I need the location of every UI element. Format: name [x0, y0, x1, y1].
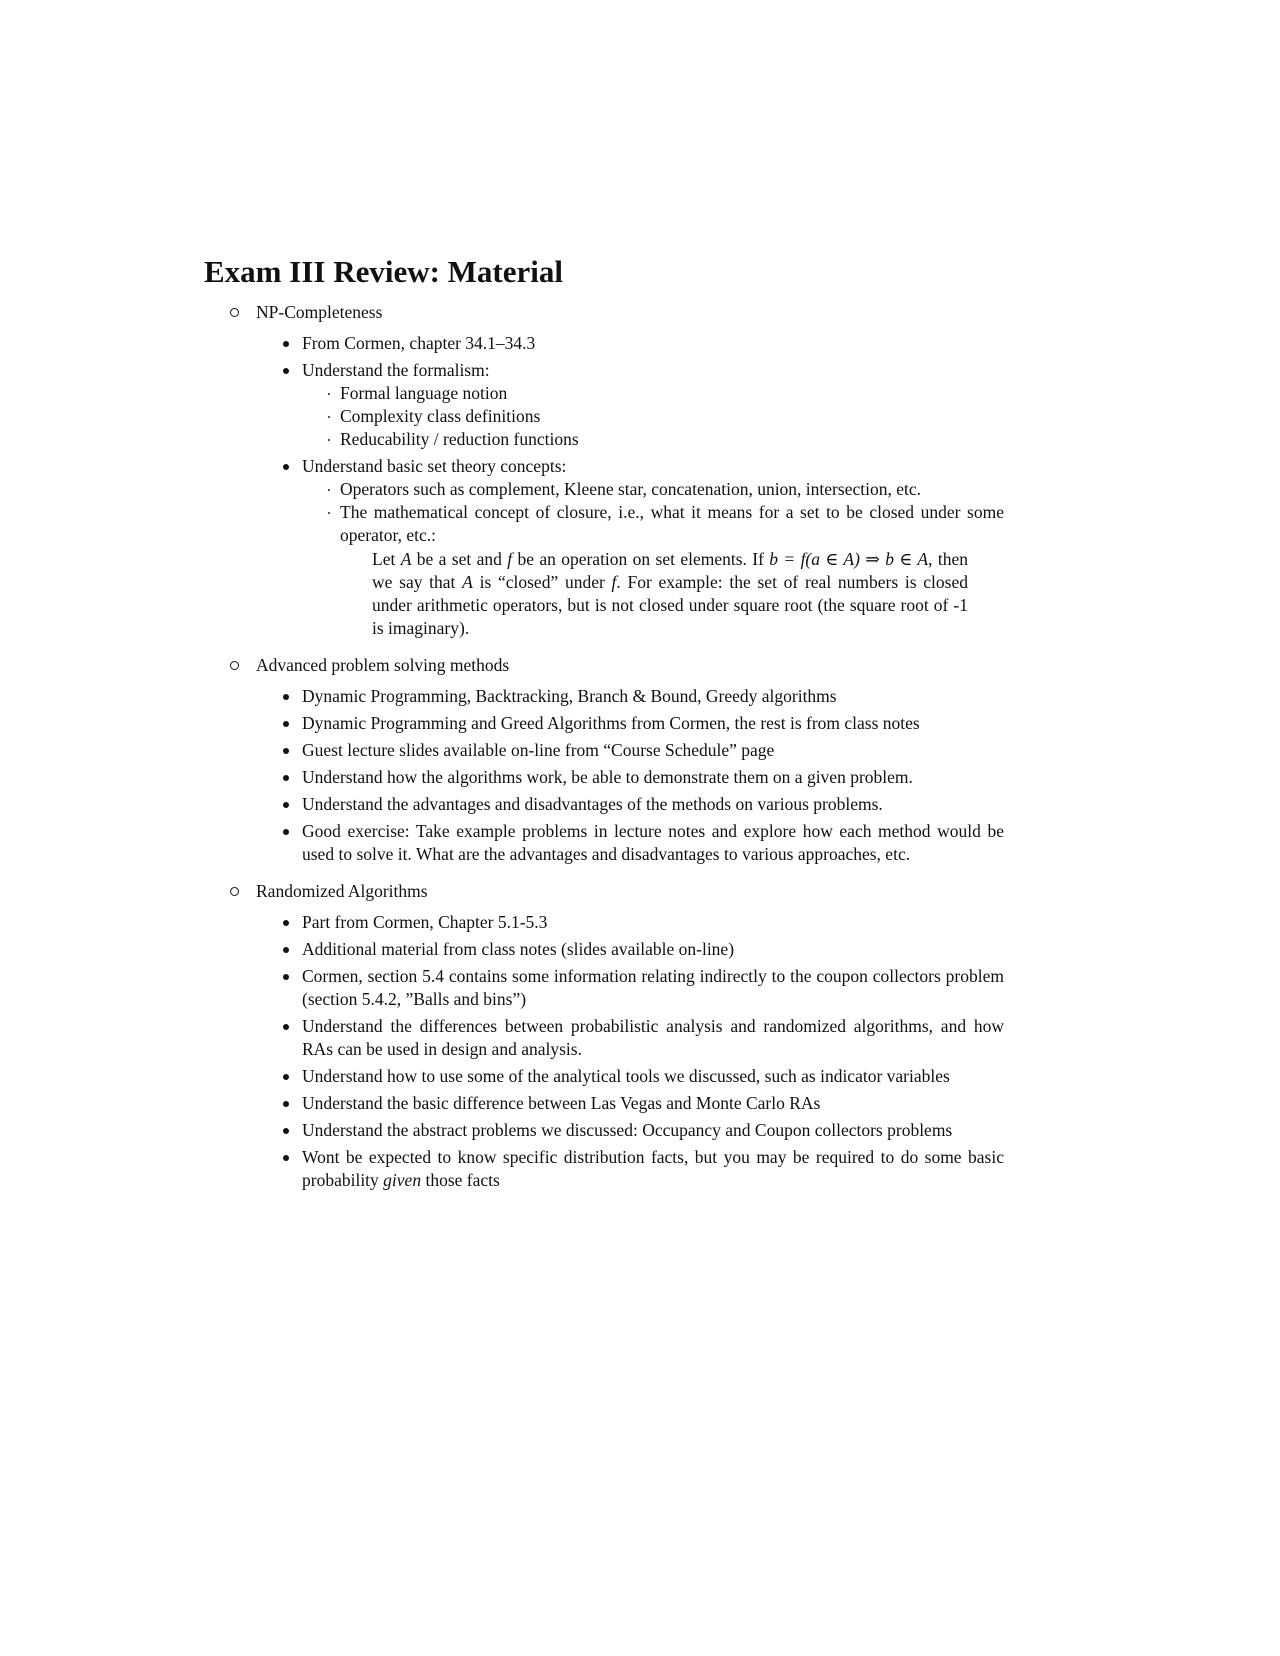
section-heading-text: NP-Completeness [256, 302, 383, 322]
list-item [302, 455, 1004, 640]
bullet-list [230, 685, 1004, 866]
circle-bullet-icon [230, 887, 239, 896]
bullet-icon [283, 341, 289, 347]
closure-definition [372, 548, 968, 640]
closure-text-part: Let [372, 549, 401, 569]
bullet-icon [283, 947, 289, 953]
list-item [302, 1119, 1004, 1142]
math-variable: A [462, 572, 473, 592]
closure-text-part: , then we say that [372, 549, 968, 592]
sub-item-text: Formal language notion [340, 383, 508, 403]
bullet-icon [283, 829, 289, 835]
section-heading-text: Randomized Algorithms [256, 881, 428, 901]
list-item-text-after: those facts [421, 1170, 500, 1190]
bullet-icon [283, 464, 289, 470]
sub-item-text: Reducability / reduction functions [340, 429, 579, 449]
list-item-text: Cormen, section 5.4 contains some information relating indirectly to the coupon collectors problem (section 5.4.2, ”Balls and bins”) [302, 966, 1004, 1009]
list-item [302, 766, 1004, 789]
closure-text-part: is “closed” under [472, 572, 612, 592]
circle-bullet-icon [230, 661, 239, 670]
sub-item [340, 478, 1004, 501]
list-item-text: Understand the abstract problems we discussed: Occupancy and Coupon collectors problems [302, 1120, 953, 1140]
list-item-text-before: Wont be expected to know specific distribution facts, but you may be required to do some basic probability [302, 1147, 1004, 1190]
bullet-icon [283, 974, 289, 980]
list-item-text: Understand the advantages and disadvantages of the methods on various problems. [302, 794, 883, 814]
section-heading [230, 880, 1004, 903]
bullet-icon [283, 775, 289, 781]
list-item-text: Understand how the algorithms work, be able to demonstrate them on a given problem. [302, 767, 913, 787]
list-item-text: From Cormen, chapter 34.1–34.3 [302, 333, 536, 353]
sub-item [340, 405, 1004, 428]
list-item [302, 739, 1004, 762]
bullet-icon [283, 1024, 289, 1030]
list-item [302, 712, 1004, 735]
sub-list [302, 478, 1004, 640]
sub-item [340, 501, 1004, 640]
bullet-list [230, 911, 1004, 1192]
page-title: Exam III Review: Material [204, 254, 563, 289]
list-item-text: Dynamic Programming and Greed Algorithms from Cormen, the rest is from class notes [302, 713, 920, 733]
sub-item [340, 382, 1004, 405]
bullet-icon [283, 1074, 289, 1080]
section-heading [230, 654, 1004, 677]
list-item [302, 938, 1004, 961]
list-item-text: Understand the differences between probabilistic analysis and randomized algorithms, and how RAs can be used in design and analysis. [302, 1016, 1004, 1059]
bullet-icon [283, 802, 289, 808]
bullet-icon [283, 694, 289, 700]
small-dot-icon [328, 393, 330, 395]
math-variable: f [507, 549, 513, 569]
sub-item [340, 428, 1004, 451]
bullet-list [230, 332, 1004, 640]
list-item [302, 685, 1004, 708]
bullet-icon [283, 920, 289, 926]
math-variable: A [400, 549, 412, 569]
list-item-text: Understand how to use some of the analytical tools we discussed, such as indicator variables [302, 1066, 950, 1086]
section-heading [230, 301, 1004, 324]
sub-list [302, 382, 1004, 451]
list-item [302, 965, 1004, 1011]
bullet-icon [283, 1155, 289, 1161]
section-heading-text: Advanced problem solving methods [256, 655, 510, 675]
list-item-text: Part from Cormen, Chapter 5.1-5.3 [302, 912, 548, 932]
section-np-completeness [204, 301, 1004, 640]
list-item-text: Understand the formalism: [302, 360, 490, 380]
list-item [302, 911, 1004, 934]
section-advanced-methods [204, 654, 1004, 866]
bullet-icon [283, 721, 289, 727]
list-item [302, 820, 1004, 866]
list-item-text: Understand basic set theory concepts: [302, 456, 567, 476]
list-item [302, 1146, 1004, 1192]
small-dot-icon [328, 512, 330, 514]
list-item [302, 1092, 1004, 1115]
bullet-icon [283, 1101, 289, 1107]
circle-bullet-icon [230, 308, 239, 317]
list-item [302, 793, 1004, 816]
list-item-text: Dynamic Programming, Backtracking, Branch & Bound, Greedy algorithms [302, 686, 837, 706]
bullet-icon [283, 1128, 289, 1134]
list-item [302, 332, 1004, 355]
list-item-text: Additional material from class notes (slides available on-line) [302, 939, 735, 959]
sub-item-text: The mathematical concept of closure, i.e., what it means for a set to be closed under some operator, etc.: [340, 502, 1004, 545]
math-expression: b = f(a ∈ A) ⇒ b ∈ A [769, 549, 929, 569]
closure-text-part: be a set and [411, 549, 508, 569]
small-dot-icon [328, 439, 330, 441]
list-item [302, 1015, 1004, 1061]
list-item [302, 359, 1004, 451]
section-randomized-algorithms [204, 880, 1004, 1192]
bullet-icon [283, 748, 289, 754]
closure-text-part: . For example: the set of real numbers is closed under arithmetic operators, but is not closed under square root (the square root of -1 is imaginary). [372, 572, 968, 638]
math-variable: f [611, 572, 617, 592]
sub-item-text: Operators such as complement, Kleene star, concatenation, union, intersection, etc. [340, 479, 921, 499]
small-dot-icon [328, 416, 330, 418]
list-item [302, 1065, 1004, 1088]
sub-item-text: Complexity class definitions [340, 406, 541, 426]
review-content [204, 252, 1004, 1206]
small-dot-icon [328, 489, 330, 491]
bullet-icon [283, 368, 289, 374]
closure-text-part: be an operation on set elements. If [512, 549, 770, 569]
list-item-text: Guest lecture slides available on-line from “Course Schedule” page [302, 740, 775, 760]
emphasis-text: given [383, 1170, 422, 1190]
list-item-text: Good exercise: Take example problems in lecture notes and explore how each method would be used to solve it. What are the advantages and disadvantages to various approaches, etc. [302, 821, 1004, 864]
list-item-text: Understand the basic difference between Las Vegas and Monte Carlo RAs [302, 1093, 821, 1113]
